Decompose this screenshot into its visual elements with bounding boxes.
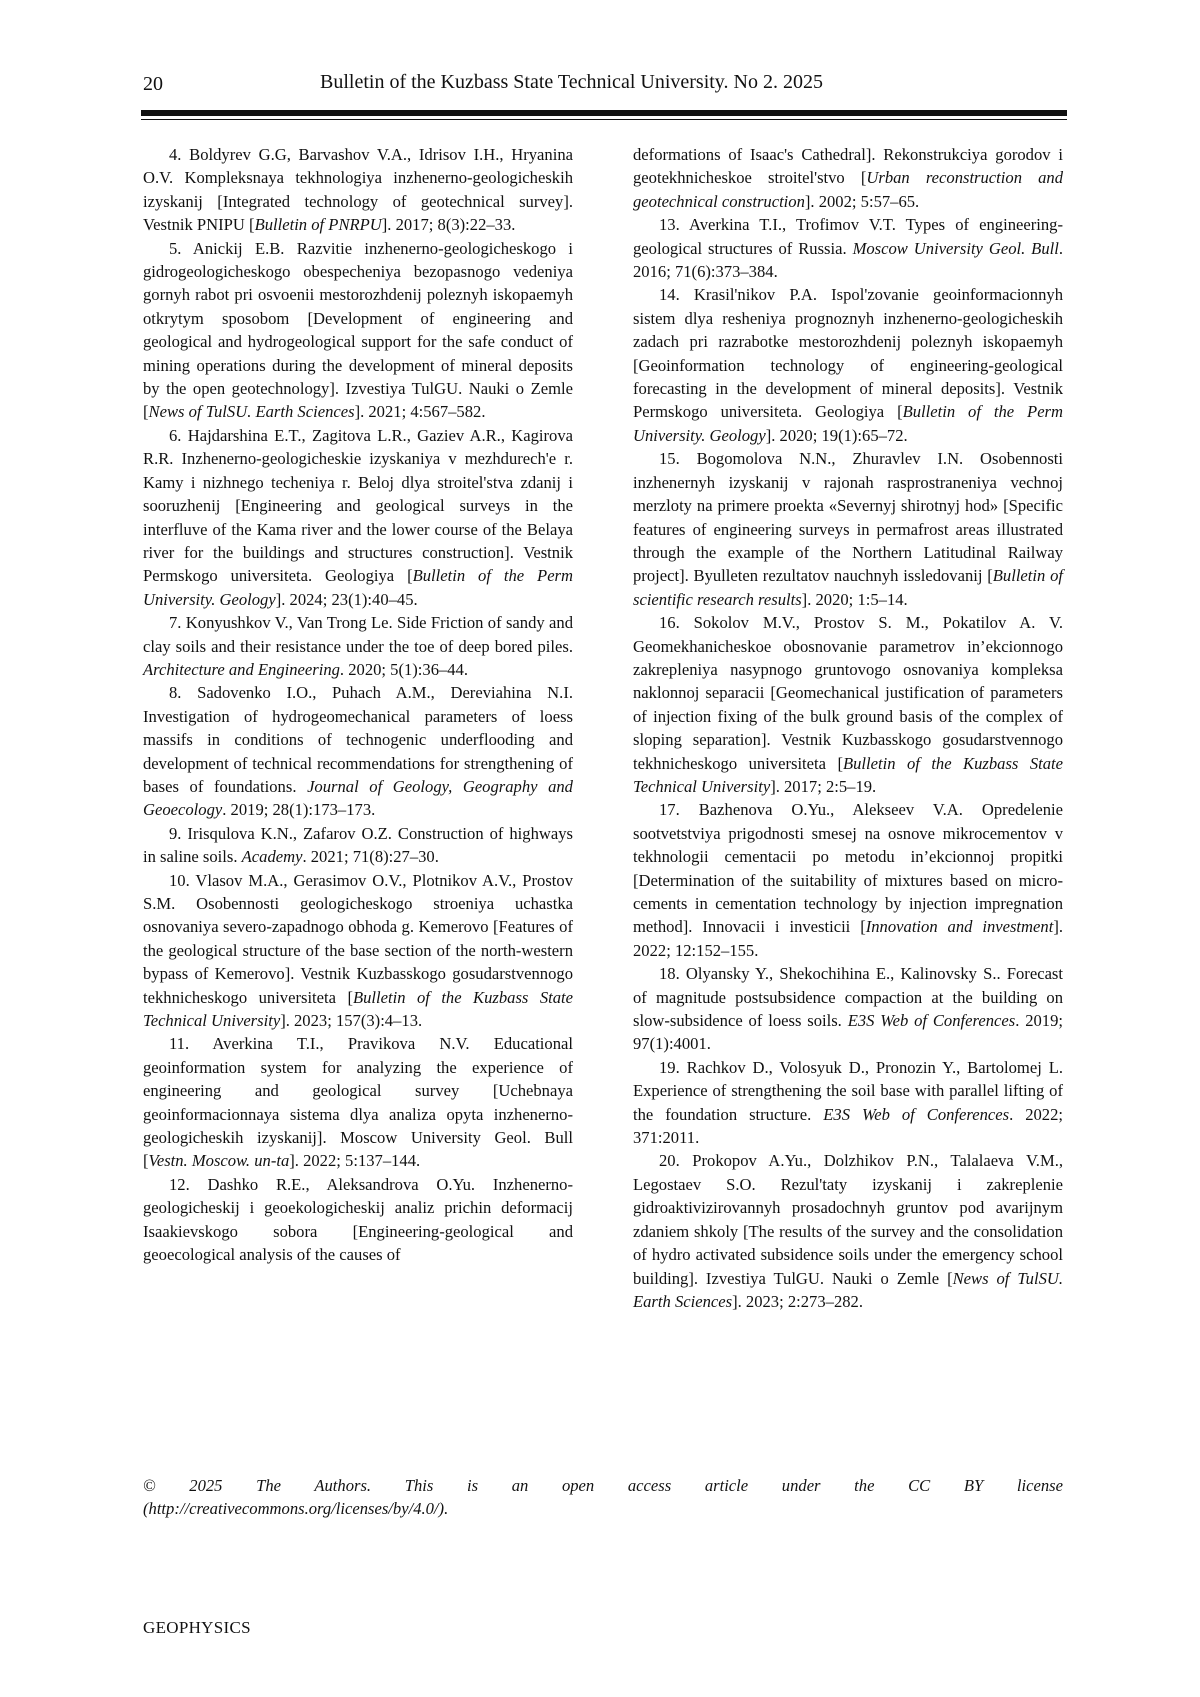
reference-source-title: Innovation and investment	[865, 917, 1054, 937]
license-line-2: (http://creativecommons.org/licenses/by/4.0/).	[143, 1499, 449, 1519]
reference-text: 15. Bogomolova N.N., Zhuravlev I.N. Osobennosti inzhenernyh izyskanij v rajonah rasprostraneniya vechnoj merzloty na primere proekta «Severnyj shirotnyj hod» [Specific features of engineering surveys in permafrost areas illustrated through the example of the Northern Latitudinal Railway project]. Byulleten rezultatov nauchnyh issledovanij [	[633, 449, 1063, 586]
journal-title: Bulletin of the Kuzbass State Technical University. No 2. 2025	[320, 71, 823, 93]
reference-item	[633, 213, 1063, 283]
reference-citation: ]. 2022; 12:152–155.	[633, 917, 1063, 960]
reference-source-title: E3S Web of Conferences	[847, 1011, 1016, 1031]
reference-source-title: Architecture and Engineering	[143, 659, 340, 679]
reference-item	[143, 1032, 573, 1172]
references-left-column	[143, 143, 573, 1267]
reference-source-title: Vestn. Moscow. un-ta	[148, 1151, 290, 1171]
reference-text: 17. Bazhenova O.Yu., Alekseev V.A. Opredelenie sootvetstviya prigodnosti smesej na osnove mikrocementov v tekhnologii cementacii po metodu in’ekcionnoj propitki [Determination of the suitability of mixtures based on micro-cements in cementation technology by injection impregnation method]. Innovacii i investicii [	[633, 800, 1063, 937]
license-notice	[143, 1474, 1063, 1521]
reference-citation: ]. 2017; 2:5–19.	[770, 776, 877, 796]
reference-text: 7. Konyushkov V., Van Trong Le. Side Friction of sandy and clay soils and their resistance under the toe of deep bored piles.	[143, 613, 573, 656]
reference-citation: . 2019; 28(1):173–173.	[222, 800, 376, 820]
reference-citation: ]. 2023; 2:273–282.	[732, 1291, 863, 1311]
reference-item	[143, 143, 573, 237]
reference-citation: ]. 2021; 4:567–582.	[354, 402, 486, 422]
reference-source-title: Bulletin of scientific research results	[633, 566, 1063, 609]
reference-text: 9. Irisqulova K.N., Zafarov O.Z. Construction of highways in saline soils.	[143, 823, 573, 867]
reference-source-title: Journal of Geology, Geography and Geoecology	[143, 776, 573, 820]
reference-text: 18. Olyansky Y., Shekochihina E., Kalinovsky S.. Forecast of magnitude postsubsidence compaction at the building on slow-subsidence of loess soils.	[633, 964, 1063, 1031]
reference-text: 11. Averkina T.I., Pravikova N.V. Educational geoinformation system for analyzing the experience of engineering and geological survey [Uchebnaya geoinformacionnaya sistema dlya analiza opyta inzhenerno-geologicheskih izyskanij]. Moscow University Geol. Bull [	[143, 1034, 573, 1171]
reference-source-title: Academy	[241, 847, 303, 867]
reference-text: 16. Sokolov M.V., Prostov S. M., Pokatilov A. V. Geomekhanicheskoe obosnovanie parametrov in’ekcionnogo zakrepleniya nasypnogo gruntovogo osnovaniya kompleksa naklonnoj separacii [Geomechanical justification of parameters of injection fixing of the bulk ground basis of the complex of sloping separation]. Vestnik Kuzbasskogo gosudarstvennogo tekhnicheskogo universiteta [	[633, 613, 1063, 773]
reference-item	[143, 1173, 573, 1267]
header-rule-thick	[141, 110, 1067, 116]
references-right-column	[633, 143, 1063, 1313]
reference-item	[633, 1056, 1063, 1150]
reference-item	[143, 869, 573, 1033]
reference-citation: . 2021; 71(8):27–30.	[302, 847, 439, 867]
reference-item	[143, 822, 573, 869]
header-rule-thin	[141, 119, 1067, 120]
reference-item	[143, 611, 573, 681]
reference-source-title: News of TulSU. Earth Sciences	[633, 1268, 1063, 1311]
reference-citation: ]. 2022; 5:137–144.	[289, 1151, 421, 1171]
reference-source-title: Bulletin of the Perm University. Geology	[143, 566, 573, 609]
license-line-1: © 2025 The Authors. This is an open access article under the CC BY license	[143, 1476, 1063, 1495]
reference-source-title: Bulletin of PNRPU	[254, 215, 382, 235]
reference-source-title: Bulletin of the Kuzbass State Technical University	[143, 987, 573, 1031]
reference-source-title: E3S Web of Conferences	[823, 1104, 1010, 1124]
reference-text: 20. Prokopov A.Yu., Dolzhikov P.N., Talalaeva V.M., Legostaev S.O. Rezul'taty izyskanij i zakreplenie gidroaktivizirovannyh prosadochnyh gruntov pod avarijnym zdaniem shkoly [The results of the survey and the consolidation of hydro activated subsidence soils under the emergency school building]. Izvestiya TulGU. Nauki o Zemle [	[633, 1151, 1063, 1288]
reference-citation: ]. 2020; 19(1):65–72.	[765, 425, 908, 445]
reference-text: 8. Sadovenko I.O., Puhach A.M., Dereviahina N.I. Investigation of hydrogeomechanical parameters of loess massifs in conditions of technogenic underflooding and development of technical recommendations for strengthening of bases of foundations.	[143, 683, 573, 796]
reference-text: 6. Hajdarshina E.T., Zagitova L.R., Gaziev A.R., Kagirova R.R. Inzhenerno-geologicheskie izyskaniya v mezhdurech'e r. Kamy i nizhnego techeniya r. Beloj dlya stroitel'stva zdanij i sooruzhenij [Engineering and geological surveys in the interfluve of the Kama river and the lower course of the Belaya river for the buildings and structures construction]. Vestnik Permskogo universiteta. Geologiya [	[143, 425, 573, 586]
reference-citation: ]. 2023; 157(3):4–13.	[280, 1011, 423, 1031]
reference-item	[143, 681, 573, 821]
reference-citation: . 2020; 5(1):36–44.	[339, 659, 469, 679]
reference-text: deformations of Isaac's Cathedral]. Rekonstrukciya gorodov i geotekhnicheskoe stroitel'stvo [	[633, 145, 1063, 188]
reference-item	[633, 798, 1063, 962]
reference-citation: ]. 2002; 5:57–65.	[804, 191, 920, 211]
reference-text: 4. Boldyrev G.G, Barvashov V.A., Idrisov I.H., Hryanina O.V. Kompleksnaya tekhnologiya inzhenerno-geologicheskih izyskanij [Integrated technology of geotechnical survey]. Vestnik PNIPU [	[143, 145, 573, 235]
reference-text: 19. Rachkov D., Volosyuk D., Pronozin Y., Bartolomej L. Experience of strengthening the soil base with parallel lifting of the foundation structure.	[633, 1057, 1063, 1124]
page-number: 20	[143, 73, 163, 95]
reference-citation: . 2016; 71(6):373–384.	[633, 238, 1063, 282]
reference-item	[143, 424, 573, 611]
reference-text: 5. Anickij E.B. Razvitie inzhenerno-geologicheskogo i gidrogeologicheskogo obespecheniya bezopasnogo vedeniya gornyh rabot pri osvoenii mestorozhdenij poleznyh iskopaemyh otkrytym sposobom [Development of engineering and geological and hydrogeological support for the safe conduct of mining operations during the development of mineral deposits by the open geotechnology]. Izvestiya TulGU. Nauki o Zemle [	[143, 238, 573, 422]
reference-citation: ]. 2024; 23(1):40–45.	[275, 589, 418, 609]
reference-item	[633, 143, 1063, 213]
reference-citation: . 2019; 97(1):4001.	[633, 1011, 1064, 1054]
reference-item	[143, 237, 573, 424]
reference-citation: ]. 2017; 8(3):22–33.	[381, 215, 516, 235]
reference-source-title: Urban reconstruction and geotechnical construction	[633, 168, 1063, 211]
reference-citation: ]. 2020; 1:5–14.	[801, 589, 908, 609]
reference-source-title: News of TulSU. Earth Sciences	[148, 402, 355, 422]
reference-text: 13. Averkina T.I., Trofimov V.T. Types of engineering-geological structures of Russia.	[633, 215, 1063, 258]
reference-source-title: Bulletin of the Kuzbass State Technical University	[633, 753, 1063, 796]
reference-item	[633, 447, 1063, 611]
reference-source-title: Bulletin of the Perm University. Geology	[633, 402, 1063, 445]
reference-text: 14. Krasil'nikov P.A. Ispol'zovanie geoinformacionnyh sistem dlya resheniya prognoznyh inzhenerno-geologicheskih zadach pri razrabotke mestorozhdenij poleznyh iskopaemyh [Geoinformation technology of engineering-geological forecasting in the development of mineral deposits]. Vestnik Permskogo universiteta. Geologiya [	[633, 285, 1063, 422]
reference-item	[633, 283, 1063, 447]
reference-item	[633, 962, 1063, 1056]
reference-item	[633, 1149, 1063, 1313]
reference-item	[633, 611, 1063, 798]
reference-source-title: Moscow University Geol. Bull	[852, 238, 1059, 258]
reference-text: 10. Vlasov M.A., Gerasimov O.V., Plotnikov A.V., Prostov S.M. Osobennosti geologicheskogo stroeniya uchastka osnovaniya severo-zapadnogo obhoda g. Kemerovo [Features of the geological structure of the base section of the north-western bypass of Kemerovo]. Vestnik Kuzbasskogo gosudarstvennogo tekhnicheskogo universiteta [	[143, 870, 573, 1007]
reference-text: 12. Dashko R.E., Aleksandrova O.Yu. Inzhenerno-geologicheskij i geoekologicheskij analiz prichin deformacij Isaakievskogo sobora [Engineering-geological and geoecological analysis of the causes of	[143, 1174, 573, 1265]
section-footer: GEOPHYSICS	[143, 1618, 251, 1637]
reference-citation: . 2022; 371:2011.	[633, 1104, 1063, 1148]
